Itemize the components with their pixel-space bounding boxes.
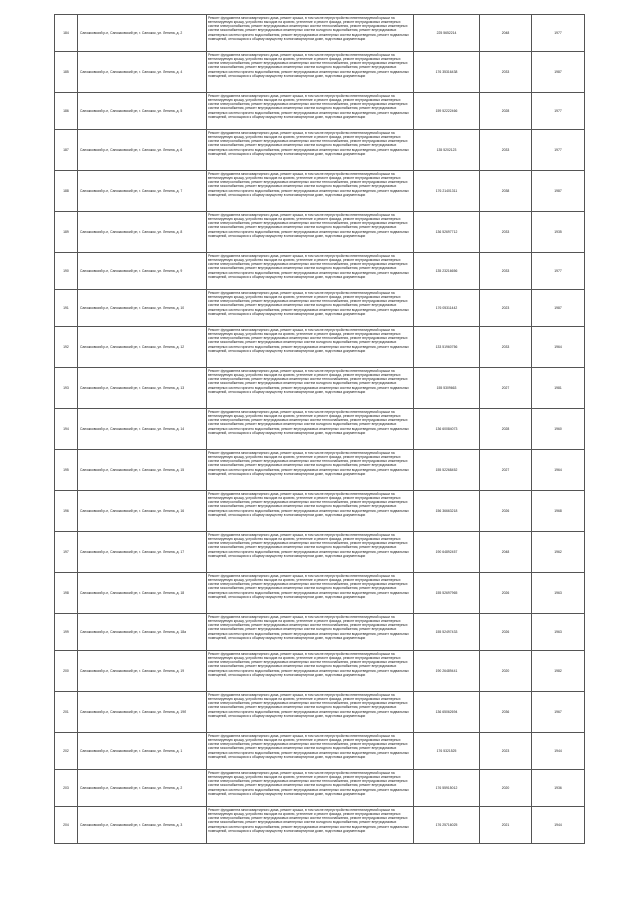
table-row [55,290,585,327]
cost-cell: 136 60084073 [414,409,480,450]
work-description-cell: Ремонт фундамента многоквартирного дома, ремонт крыши, в том числе переустройство невентилируемой крыши на вентилируемую крышу, устройство выходов на кровлю, утепление и ремонт фасада, ремонт внутридомовых инженерных систем электроснабжения, ремонт внутридомовых инженерных систем теплоснабжения, ремонт внутридомовых инженерных систем газоснабжения, ремонт внутридомовых инженерных систем холодного водоснабжения, ремонт внутридомовых инженерных систем горячего водоснабжения, ремонт внутридомовых инженерных систем водоотведения, ремонт подвальных помещений, относящихся к общему имуществу в многоквартирном доме, подготовка документации [207,491,414,532]
cost-cell: 190 64892457 [414,532,480,573]
address-cell: Сапожковский р-н, Сапожковский рп, г. Сапожок, ул. Ленина, д. 18 [78,573,207,614]
address-cell: Сапожковский р-н, Сапожковский рп, г. Сапожок, ул. Ленина, д. 8 [78,212,207,253]
row-number: 197 [55,532,78,573]
build-year-cell: 1987 [532,290,585,327]
planned-year-cell: 2036 [480,692,532,733]
cost-cell: 176 21401311 [414,171,480,212]
table-row [55,15,585,52]
build-year-cell: 1964 [532,450,585,491]
cost-cell: 135 5202123 [414,130,480,171]
work-description-cell: Ремонт фундамента многоквартирного дома, ремонт крыши, в том числе переустройство невентилируемой крыши на вентилируемую крышу, устройство выходов на кровлю, утепление и ремонт фасада, ремонт внутридомовых инженерных систем электроснабжения, ремонт внутридомовых инженерных систем теплоснабжения, ремонт внутридомовых инженерных систем газоснабжения, ремонт внутридомовых инженерных систем холодного водоснабжения, ремонт внутридомовых инженерных систем горячего водоснабжения, ремонт внутридомовых инженерных систем водоотведения, ремонт подвальных помещений, относящихся к общему имуществу в многоквартирном доме, подготовка документации [207,692,414,733]
work-description-cell: Ремонт фундамента многоквартирного дома, ремонт крыши, в том числе переустройство невентилируемой крыши на вентилируемую крышу, устройство выходов на кровлю, утепление и ремонт фасада, ремонт внутридомовых инженерных систем электроснабжения, ремонт внутридомовых инженерных систем теплоснабжения, ремонт внутридомовых инженерных систем газоснабжения, ремонт внутридомовых инженерных систем холодного водоснабжения, ремонт внутридомовых инженерных систем горячего водоснабжения, ремонт внутридомовых инженерных систем водоотведения, ремонт подвальных помещений, относящихся к общему имуществу в многоквартирном доме, подготовка документации [207,171,414,212]
work-description-cell: Ремонт фундамента многоквартирного дома, ремонт крыши, в том числе переустройство невентилируемой крыши на вентилируемую крышу, устройство выходов на кровлю, утепление и ремонт фасада, ремонт внутридомовых инженерных систем электроснабжения, ремонт внутридомовых инженерных систем теплоснабжения, ремонт внутридомовых инженерных систем газоснабжения, ремонт внутридомовых инженерных систем холодного водоснабжения, ремонт внутридомовых инженерных систем горячего водоснабжения, ремонт внутридомовых инженерных систем водоотведения, ремонт подвальных помещений, относящихся к общему имуществу в многоквартирном доме, подготовка документации [207,130,414,171]
cost-cell: 136 52697712 [414,212,480,253]
cost-cell: 225 5652214 [414,15,480,52]
planned-year-cell: 2026 [480,491,532,532]
build-year-cell: 1963 [532,573,585,614]
build-year-cell: 1962 [532,532,585,573]
table-row [55,770,585,807]
address-cell: Сапожковский р-н, Сапожковский рп, г. Сапожок, ул. Ленина, д. 19б [78,692,207,733]
planned-year-cell: 2026 [480,614,532,651]
cost-cell: 155 52497433 [414,614,480,651]
planned-year-cell: 2028 [480,409,532,450]
address-cell: Сапожковский р-н, Сапожковский рп, г. Сапожок, ул. Ленина, д. 4 [78,52,207,93]
row-number: 188 [55,171,78,212]
table-row [55,253,585,290]
address-cell: Сапожковский р-н, Сапожковский рп, г. Сапожок, ул. Ленина, д. 2 [78,15,207,52]
table-row [55,692,585,733]
planned-year-cell: 2021 [480,807,532,844]
work-description-cell: Ремонт фундамента многоквартирного дома, ремонт крыши, в том числе переустройство невентилируемой крыши на вентилируемую крышу, устройство выходов на кровлю, утепление и ремонт фасада, ремонт внутридомовых инженерных систем электроснабжения, ремонт внутридомовых инженерных систем теплоснабжения, ремонт внутридомовых инженерных систем газоснабжения, ремонт внутридомовых инженерных систем холодного водоснабжения, ремонт внутридомовых инженерных систем горячего водоснабжения, ремонт внутридомовых инженерных систем водоотведения, ремонт подвальных помещений, относящихся к общему имуществу в многоквартирном доме, подготовка документации [207,93,414,130]
planned-year-cell: 2033 [480,212,532,253]
cost-cell: 133 51960756 [414,327,480,368]
cost-cell: 176 25716025 [414,807,480,844]
address-cell: Сапожковский р-н, Сапожковский рп, г. Сапожок, ул. Ленина, д. 7 [78,171,207,212]
work-description-cell: Ремонт фундамента многоквартирного дома, ремонт крыши, в том числе переустройство невентилируемой крыши на вентилируемую крышу, устройство выходов на кровлю, утепление и ремонт фасада, ремонт внутридомовых инженерных систем электроснабжения, ремонт внутридомовых инженерных систем теплоснабжения, ремонт внутридомовых инженерных систем газоснабжения, ремонт внутридомовых инженерных систем холодного водоснабжения, ремонт внутридомовых инженерных систем горячего водоснабжения, ремонт внутридомовых инженерных систем водоотведения, ремонт подвальных помещений, относящихся к общему имуществу в многоквартирном доме, подготовка документации [207,409,414,450]
work-description-cell: Ремонт фундамента многоквартирного дома, ремонт крыши, в том числе переустройство невентилируемой крыши на вентилируемую крышу, устройство выходов на кровлю, утепление и ремонт фасада, ремонт внутридомовых инженерных систем электроснабжения, ремонт внутридомовых инженерных систем теплоснабжения, ремонт внутридомовых инженерных систем газоснабжения, ремонт внутридомовых инженерных систем холодного водоснабжения, ремонт внутридомовых инженерных систем горячего водоснабжения, ремонт внутридомовых инженерных систем водоотведения, ремонт подвальных помещений, относящихся к общему имуществу в многоквартирном доме, подготовка документации [207,212,414,253]
planned-year-cell: 2048 [480,532,532,573]
planned-year-cell: 2026 [480,573,532,614]
table-row [55,212,585,253]
build-year-cell: 1981 [532,368,585,409]
work-description-cell: Ремонт фундамента многоквартирного дома, ремонт крыши, в том числе переустройство невентилируемой крыши на вентилируемую крышу, устройство выходов на кровлю, утепление и ремонт фасада, ремонт внутридомовых инженерных систем электроснабжения, ремонт внутридомовых инженерных систем теплоснабжения, ремонт внутридомовых инженерных систем газоснабжения, ремонт внутридомовых инженерных систем холодного водоснабжения, ремонт внутридомовых инженерных систем горячего водоснабжения, ремонт внутридомовых инженерных систем водоотведения, ремонт подвальных помещений, относящихся к общему имуществу в многоквартирном доме, подготовка документации [207,253,414,290]
cost-cell: 176 55915012 [414,770,480,807]
planned-year-cell: 2033 [480,130,532,171]
build-year-cell: 1944 [532,807,585,844]
row-number: 190 [55,253,78,290]
build-year-cell: 1977 [532,93,585,130]
build-year-cell: 1936 [532,770,585,807]
row-number: 204 [55,807,78,844]
work-description-cell: Ремонт фундамента многоквартирного дома, ремонт крыши, в том числе переустройство невентилируемой крыши на вентилируемую крышу, устройство выходов на кровлю, утепление и ремонт фасада, ремонт внутридомовых инженерных систем электроснабжения, ремонт внутридомовых инженерных систем теплоснабжения, ремонт внутридомовых инженерных систем газоснабжения, ремонт внутридомовых инженерных систем холодного водоснабжения, ремонт внутридомовых инженерных систем горячего водоснабжения, ремонт внутридомовых инженерных систем водоотведения, ремонт подвальных помещений, относящихся к общему имуществу в многоквартирном доме, подготовка документации [207,770,414,807]
build-year-cell: 1982 [532,651,585,692]
address-cell: Сапожковский р-н, Сапожковский рп, г. Сапожок, ул. Ленина, д. 14 [78,409,207,450]
cost-cell: 176 05311442 [414,290,480,327]
address-cell: Сапожковский р-н, Сапожковский рп, г. Сапожок, ул. Ленина, д. 1 [78,733,207,770]
planned-year-cell: 2020 [480,651,532,692]
address-cell: Сапожковский р-н, Сапожковский рп, г. Сапожок, ул. Ленина, д. 10 [78,290,207,327]
table-row [55,327,585,368]
address-cell: Сапожковский р-н, Сапожковский рп, г. Сапожок, ул. Ленина, д. 12 [78,327,207,368]
build-year-cell: 1977 [532,130,585,171]
work-description-cell: Ремонт фундамента многоквартирного дома, ремонт крыши, в том числе переустройство невентилируемой крыши на вентилируемую крышу, устройство выходов на кровлю, утепление и ремонт фасада, ремонт внутридомовых инженерных систем электроснабжения, ремонт внутридомовых инженерных систем теплоснабжения, ремонт внутридомовых инженерных систем газоснабжения, ремонт внутридомовых инженерных систем холодного водоснабжения, ремонт внутридомовых инженерных систем горячего водоснабжения, ремонт внутридомовых инженерных систем водоотведения, ремонт подвальных помещений, относящихся к общему имуществу в многоквартирном доме, подготовка документации [207,532,414,573]
address-cell: Сапожковский р-н, Сапожковский рп, г. Сапожок, ул. Ленина, д. 13 [78,368,207,409]
document-page [54,14,584,844]
table-row [55,130,585,171]
address-cell: Сапожковский р-н, Сапожковский рп, г. Сапожок, ул. Ленина, д. 17 [78,532,207,573]
table-row [55,532,585,573]
cost-cell: 155 52268452 [414,450,480,491]
cost-cell: 176 35316438 [414,52,480,93]
planned-year-cell: 2033 [480,327,532,368]
build-year-cell: 1963 [532,614,585,651]
table-row [55,171,585,212]
row-number: 193 [55,368,78,409]
address-cell: Сапожковский р-н, Сапожковский рп, г. Сапожок, ул. Ленина, д. 18а [78,614,207,651]
work-description-cell: Ремонт фундамента многоквартирного дома, ремонт крыши, в том числе переустройство невентилируемой крыши на вентилируемую крышу, устройство выходов на кровлю, утепление и ремонт фасада, ремонт внутридомовых инженерных систем электроснабжения, ремонт внутридомовых инженерных систем теплоснабжения, ремонт внутридомовых инженерных систем газоснабжения, ремонт внутридомовых инженерных систем холодного водоснабжения, ремонт внутридомовых инженерных систем горячего водоснабжения, ремонт внутридомовых инженерных систем водоотведения, ремонт подвальных помещений, относящихся к общему имуществу в многоквартирном доме, подготовка документации [207,15,414,52]
address-cell: Сапожковский р-н, Сапожковский рп, г. Сапожок, ул. Ленина, д. 9 [78,253,207,290]
address-cell: Сапожковский р-н, Сапожковский рп, г. Сапожок, ул. Ленина, д. 15 [78,450,207,491]
row-number: 192 [55,327,78,368]
build-year-cell: 1987 [532,52,585,93]
cost-cell: 155 52697965 [414,573,480,614]
table-row [55,807,585,844]
address-cell: Сапожковский р-н, Сапожковский рп, г. Сапожок, ул. Ленина, д. 5 [78,93,207,130]
cost-cell: 159 52222466 [414,93,480,130]
planned-year-cell: 2023 [480,290,532,327]
planned-year-cell: 2027 [480,450,532,491]
cost-cell: 156 36663218 [414,491,480,532]
table-row [55,491,585,532]
table-row [55,573,585,614]
row-number: 200 [55,651,78,692]
table-row [55,93,585,130]
row-number: 186 [55,93,78,130]
row-number: 196 [55,491,78,532]
row-number: 185 [55,52,78,93]
work-description-cell: Ремонт фундамента многоквартирного дома, ремонт крыши, в том числе переустройство невентилируемой крыши на вентилируемую крышу, устройство выходов на кровлю, утепление и ремонт фасада, ремонт внутридомовых инженерных систем электроснабжения, ремонт внутридомовых инженерных систем теплоснабжения, ремонт внутридомовых инженерных систем газоснабжения, ремонт внутридомовых инженерных систем холодного водоснабжения, ремонт внутридомовых инженерных систем горячего водоснабжения, ремонт внутридомовых инженерных систем водоотведения, ремонт подвальных помещений, относящихся к общему имуществу в многоквартирном доме, подготовка документации [207,573,414,614]
table-body [55,15,585,844]
cost-cell: 136 65062694 [414,692,480,733]
build-year-cell: 1944 [532,733,585,770]
work-description-cell: Ремонт фундамента многоквартирного дома, ремонт крыши, в том числе переустройство невентилируемой крыши на вентилируемую крышу, устройство выходов на кровлю, утепление и ремонт фасада, ремонт внутридомовых инженерных систем электроснабжения, ремонт внутридомовых инженерных систем теплоснабжения, ремонт внутридомовых инженерных систем газоснабжения, ремонт внутридомовых инженерных систем холодного водоснабжения, ремонт внутридомовых инженерных систем горячего водоснабжения, ремонт внутридомовых инженерных систем водоотведения, ремонт подвальных помещений, относящихся к общему имуществу в многоквартирном доме, подготовка документации [207,52,414,93]
work-description-cell: Ремонт фундамента многоквартирного дома, ремонт крыши, в том числе переустройство невентилируемой крыши на вентилируемую крышу, устройство выходов на кровлю, утепление и ремонт фасада, ремонт внутридомовых инженерных систем электроснабжения, ремонт внутридомовых инженерных систем теплоснабжения, ремонт внутридомовых инженерных систем газоснабжения, ремонт внутридомовых инженерных систем холодного водоснабжения, ремонт внутридомовых инженерных систем горячего водоснабжения, ремонт внутридомовых инженерных систем водоотведения, ремонт подвальных помещений, относящихся к общему имуществу в многоквартирном доме, подготовка документации [207,450,414,491]
work-description-cell: Ремонт фундамента многоквартирного дома, ремонт крыши, в том числе переустройство невентилируемой крыши на вентилируемую крышу, устройство выходов на кровлю, утепление и ремонт фасада, ремонт внутридомовых инженерных систем электроснабжения, ремонт внутридомовых инженерных систем теплоснабжения, ремонт внутридомовых инженерных систем газоснабжения, ремонт внутридомовых инженерных систем холодного водоснабжения, ремонт внутридомовых инженерных систем горячего водоснабжения, ремонт внутридомовых инженерных систем водоотведения, ремонт подвальных помещений, относящихся к общему имуществу в многоквартирном доме, подготовка документации [207,327,414,368]
table-row [55,651,585,692]
table-row [55,368,585,409]
address-cell: Сапожковский р-н, Сапожковский рп, г. Сапожок, ул. Ленина, д. 6 [78,130,207,171]
work-description-cell: Ремонт фундамента многоквартирного дома, ремонт крыши, в том числе переустройство невентилируемой крыши на вентилируемую крышу, устройство выходов на кровлю, утепление и ремонт фасада, ремонт внутридомовых инженерных систем электроснабжения, ремонт внутридомовых инженерных систем теплоснабжения, ремонт внутридомовых инженерных систем газоснабжения, ремонт внутридомовых инженерных систем холодного водоснабжения, ремонт внутридомовых инженерных систем горячего водоснабжения, ремонт внутридомовых инженерных систем водоотведения, ремонт подвальных помещений, относящихся к общему имуществу в многоквартирном доме, подготовка документации [207,733,414,770]
row-number: 189 [55,212,78,253]
build-year-cell: 1967 [532,692,585,733]
planned-year-cell: 2033 [480,52,532,93]
address-cell: Сапожковский р-н, Сапожковский рп, г. Сапожок, ул. Ленина, д. 3 [78,807,207,844]
planned-year-cell: 2028 [480,93,532,130]
planned-year-cell: 2027 [480,368,532,409]
build-year-cell: 1968 [532,491,585,532]
table-row [55,409,585,450]
address-cell: Сапожковский р-н, Сапожковский рп, г. Сапожок, ул. Ленина, д. 19 [78,651,207,692]
build-year-cell: 1935 [532,212,585,253]
row-number: 201 [55,692,78,733]
capital-repair-table [54,14,585,844]
row-number: 184 [55,15,78,52]
row-number: 191 [55,290,78,327]
table-row [55,450,585,491]
build-year-cell: 1960 [532,409,585,450]
planned-year-cell: 2038 [480,171,532,212]
cost-cell: 155 5309663 [414,368,480,409]
build-year-cell: 1987 [532,171,585,212]
row-number: 202 [55,733,78,770]
row-number: 195 [55,450,78,491]
address-cell: Сапожковский р-н, Сапожковский рп, г. Сапожок, ул. Ленина, д. 16 [78,491,207,532]
work-description-cell: Ремонт фундамента многоквартирного дома, ремонт крыши, в том числе переустройство невентилируемой крыши на вентилируемую крышу, устройство выходов на кровлю, утепление и ремонт фасада, ремонт внутридомовых инженерных систем электроснабжения, ремонт внутридомовых инженерных систем теплоснабжения, ремонт внутридомовых инженерных систем газоснабжения, ремонт внутридомовых инженерных систем холодного водоснабжения, ремонт внутридомовых инженерных систем горячего водоснабжения, ремонт внутридомовых инженерных систем водоотведения, ремонт подвальных помещений, относящихся к общему имуществу в многоквартирном доме, подготовка документации [207,368,414,409]
row-number: 199 [55,614,78,651]
cost-cell: 176 5321525 [414,733,480,770]
cost-cell: 135 23216656 [414,253,480,290]
row-number: 203 [55,770,78,807]
table-row [55,614,585,651]
build-year-cell: 1964 [532,327,585,368]
address-cell: Сапожковский р-н, Сапожковский рп, г. Сапожок, ул. Ленина, д. 2 [78,770,207,807]
row-number: 187 [55,130,78,171]
row-number: 194 [55,409,78,450]
work-description-cell: Ремонт фундамента многоквартирного дома, ремонт крыши, в том числе переустройство невентилируемой крыши на вентилируемую крышу, устройство выходов на кровлю, утепление и ремонт фасада, ремонт внутридомовых инженерных систем электроснабжения, ремонт внутридомовых инженерных систем теплоснабжения, ремонт внутридомовых инженерных систем газоснабжения, ремонт внутридомовых инженерных систем холодного водоснабжения, ремонт внутридомовых инженерных систем горячего водоснабжения, ремонт внутридомовых инженерных систем водоотведения, ремонт подвальных помещений, относящихся к общему имуществу в многоквартирном доме, подготовка документации [207,614,414,651]
planned-year-cell: 2033 [480,253,532,290]
build-year-cell: 1977 [532,253,585,290]
row-number: 198 [55,573,78,614]
table-row [55,733,585,770]
work-description-cell: Ремонт фундамента многоквартирного дома, ремонт крыши, в том числе переустройство невентилируемой крыши на вентилируемую крышу, устройство выходов на кровлю, утепление и ремонт фасада, ремонт внутридомовых инженерных систем электроснабжения, ремонт внутридомовых инженерных систем теплоснабжения, ремонт внутридомовых инженерных систем газоснабжения, ремонт внутридомовых инженерных систем холодного водоснабжения, ремонт внутридомовых инженерных систем горячего водоснабжения, ремонт внутридомовых инженерных систем водоотведения, ремонт подвальных помещений, относящихся к общему имуществу в многоквартирном доме, подготовка документации [207,290,414,327]
planned-year-cell: 2023 [480,733,532,770]
work-description-cell: Ремонт фундамента многоквартирного дома, ремонт крыши, в том числе переустройство невентилируемой крыши на вентилируемую крышу, устройство выходов на кровлю, утепление и ремонт фасада, ремонт внутридомовых инженерных систем электроснабжения, ремонт внутридомовых инженерных систем теплоснабжения, ремонт внутридомовых инженерных систем газоснабжения, ремонт внутридомовых инженерных систем холодного водоснабжения, ремонт внутридомовых инженерных систем горячего водоснабжения, ремонт внутридомовых инженерных систем водоотведения, ремонт подвальных помещений, относящихся к общему имуществу в многоквартирном доме, подготовка документации [207,807,414,844]
build-year-cell: 1977 [532,15,585,52]
table-row [55,52,585,93]
planned-year-cell: 2048 [480,15,532,52]
cost-cell: 190 26489441 [414,651,480,692]
planned-year-cell: 2020 [480,770,532,807]
work-description-cell: Ремонт фундамента многоквартирного дома, ремонт крыши, в том числе переустройство невентилируемой крыши на вентилируемую крышу, устройство выходов на кровлю, утепление и ремонт фасада, ремонт внутридомовых инженерных систем электроснабжения, ремонт внутридомовых инженерных систем теплоснабжения, ремонт внутридомовых инженерных систем газоснабжения, ремонт внутридомовых инженерных систем холодного водоснабжения, ремонт внутридомовых инженерных систем горячего водоснабжения, ремонт внутридомовых инженерных систем водоотведения, ремонт подвальных помещений, относящихся к общему имуществу в многоквартирном доме, подготовка документации [207,651,414,692]
